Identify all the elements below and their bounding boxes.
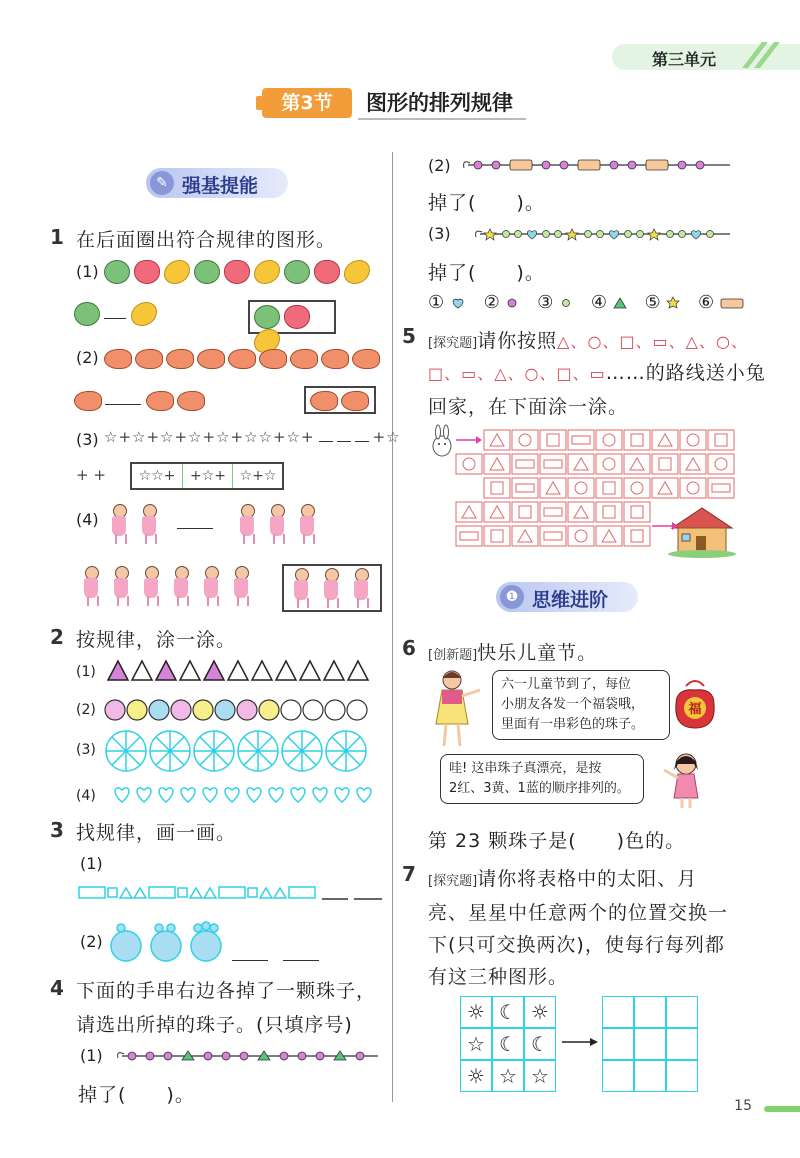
q4-3-bracelet — [474, 226, 734, 242]
girl-speech-bubble — [440, 754, 644, 804]
q1-2-tail — [74, 390, 208, 411]
grid-cell-sun: ☼ — [524, 996, 556, 1028]
q4-number: 4 — [50, 976, 64, 1000]
maze-shape — [575, 482, 587, 494]
lucky-bag-char: 福 — [688, 702, 702, 717]
bubble2-line-1: 哇! 这串珠子真漂亮，是按 — [449, 761, 602, 776]
triangle-bead-icon — [613, 296, 627, 310]
answer-cell[interactable] — [634, 996, 666, 1028]
q7-text-4: 有这三种图形。 — [428, 966, 569, 988]
q4-options — [428, 292, 744, 313]
q4-text-2: 请选出所掉的珠子。(只填序号) — [76, 1014, 353, 1036]
maze-shape — [712, 484, 730, 492]
option-6[interactable]: ⑥ — [698, 292, 715, 313]
q5-text-3: 回家，在下面涂一涂。 — [428, 396, 629, 418]
maze-cell[interactable] — [624, 502, 650, 522]
title-number: 第3节 — [262, 88, 352, 118]
strawberry-icon — [134, 260, 160, 284]
maze-shape — [491, 530, 503, 542]
q6-tag: [创新题] — [428, 648, 478, 663]
answer-cell[interactable] — [666, 1060, 698, 1092]
star-bead-icon — [666, 296, 680, 310]
answer-cell[interactable] — [602, 996, 634, 1028]
maze-shape — [603, 506, 615, 518]
q1-3-option-b[interactable]: +☆+ — [182, 464, 233, 488]
maze-cell[interactable] — [484, 478, 510, 498]
fish-icon — [352, 349, 380, 369]
lost-end: )。 — [516, 192, 545, 214]
mango-icon — [164, 260, 190, 284]
option-4[interactable]: ④ — [590, 292, 607, 313]
q3-number: 3 — [50, 818, 64, 842]
strawberry-icon — [314, 260, 340, 284]
answer-cell[interactable] — [602, 1060, 634, 1092]
answer-cell[interactable] — [634, 1060, 666, 1092]
maze-cell[interactable] — [596, 526, 622, 546]
fish-icon — [228, 349, 256, 369]
watermelon-icon — [104, 260, 130, 284]
q7-text-2: 亮、星星中任意两个的位置交换一 — [428, 902, 729, 924]
q2-4-hearts[interactable] — [112, 784, 384, 806]
maze-cell[interactable] — [596, 454, 622, 474]
q2-4-label: (4) — [76, 788, 96, 804]
lucky-bag — [668, 676, 722, 730]
q7-answer-grid[interactable] — [602, 996, 698, 1092]
q3-2-label: (2) — [80, 932, 103, 951]
q6-title — [428, 638, 597, 665]
q1-4-option-box[interactable] — [282, 564, 382, 612]
q1-1-sequence — [104, 260, 374, 284]
maze-cell[interactable] — [512, 526, 538, 546]
maze-shape — [631, 482, 643, 494]
maze-shape — [603, 482, 615, 494]
bubble1-line-3: 里面有一串彩色的珠子。 — [501, 717, 645, 732]
maze-cell[interactable] — [568, 502, 594, 522]
q1-3-prefix: + + — [76, 466, 106, 484]
strawberry-icon — [224, 260, 250, 284]
maze-cell[interactable] — [484, 430, 510, 450]
maze-cell[interactable] — [652, 430, 678, 450]
dancer-icon — [138, 504, 160, 544]
q5-maze[interactable] — [426, 424, 736, 560]
maze-shape — [519, 434, 531, 446]
dancer-icon — [230, 566, 252, 606]
maze-shape — [516, 460, 534, 468]
answer-blank[interactable] — [232, 960, 268, 961]
mango-icon — [344, 260, 370, 284]
q4-1-bracelet — [116, 1048, 380, 1064]
fish-icon — [146, 391, 174, 411]
fish-icon — [310, 391, 338, 411]
bubble1-line-2: 小朋友各发一个福袋哦， — [501, 697, 645, 712]
q7-line-1 — [428, 864, 697, 891]
maze-shape — [658, 434, 672, 446]
q1-3-label: (3) — [76, 430, 99, 449]
dancer-icon — [80, 566, 102, 606]
bubble2-line-2: 2红、3黄、1蓝的顺序排列的。 — [449, 781, 630, 796]
q7-text-1: 请你将表格中的太阳、月 — [477, 868, 698, 890]
teacher-speech-bubble — [492, 670, 670, 740]
maze-cell[interactable] — [540, 478, 566, 498]
q1-4-label: (4) — [76, 510, 99, 529]
fish-icon — [104, 349, 132, 369]
watermelon-icon — [254, 305, 280, 329]
maze-shape — [572, 436, 590, 444]
answer-blank[interactable] — [355, 441, 369, 442]
answer-blank[interactable] — [105, 404, 141, 405]
maze-shape — [463, 458, 475, 470]
answer-blank[interactable] — [319, 441, 333, 442]
maze-shape — [575, 530, 587, 542]
dancer-icon — [170, 566, 192, 606]
maze-shape — [631, 530, 643, 542]
q2-3-label: (3) — [76, 742, 96, 758]
answer-cell[interactable] — [634, 1028, 666, 1060]
fish-icon — [341, 391, 369, 411]
q1-1-option-box[interactable] — [248, 300, 336, 334]
rect-bead-icon — [720, 296, 744, 310]
q3-text: 找规律，画一画。 — [76, 822, 237, 844]
maze-shape — [630, 458, 644, 470]
maze-cell[interactable] — [456, 502, 482, 522]
q1-4-sequence-bottom — [80, 566, 260, 606]
q2-2-label: (2) — [76, 702, 96, 718]
lost-label: 掉了( — [428, 192, 477, 214]
maze-shape — [715, 458, 727, 470]
q1-1-label: (1) — [76, 262, 99, 281]
q2-2-circles[interactable] — [104, 697, 384, 723]
q1-3-option-a[interactable]: ☆☆+ — [138, 468, 176, 484]
maze-shape — [687, 434, 699, 446]
maze-cell[interactable] — [568, 454, 594, 474]
q4-2-label: (2) — [428, 156, 451, 175]
q7-tag: [探究题] — [428, 874, 478, 889]
grid-cell-star: ☆ — [460, 1028, 492, 1060]
house-icon — [668, 508, 736, 558]
q5-line-1 — [428, 326, 748, 353]
unit-label: 第三单元 — [652, 50, 717, 69]
fish-icon — [74, 391, 102, 411]
maze-shape — [603, 458, 615, 470]
pencil-icon: ✎ — [150, 171, 174, 195]
lost-end: )。 — [166, 1084, 195, 1106]
q6-answer: 第 23 颗珠子是( )色的。 — [428, 830, 686, 852]
grid-cell-moon: ☾ — [524, 1028, 556, 1060]
q2-1-label: (1) — [76, 664, 96, 680]
dancer-icon — [296, 504, 318, 544]
maze-shape — [490, 434, 504, 446]
q4-1-answer — [78, 1080, 195, 1107]
q1-2-sequence — [104, 348, 383, 369]
title-name: 图形的排列规律 — [358, 88, 526, 120]
maze-cell[interactable] — [624, 430, 650, 450]
q3-1-shapes[interactable] — [78, 884, 384, 902]
q4-1-label: (1) — [80, 1046, 103, 1065]
maze-cell[interactable] — [596, 502, 622, 522]
grid-cell-sun: ☼ — [460, 996, 492, 1028]
mango-icon — [131, 302, 157, 326]
answer-blank[interactable] — [177, 528, 213, 529]
girl-icon — [662, 750, 710, 810]
answer-blank[interactable] — [104, 318, 126, 319]
dancer-icon — [140, 566, 162, 606]
fish-icon — [166, 349, 194, 369]
q4-3-answer — [428, 258, 545, 285]
fish-icon — [135, 349, 163, 369]
maze-cell[interactable] — [708, 430, 734, 450]
answer-cell[interactable] — [666, 996, 698, 1028]
q1-3-options — [130, 462, 284, 490]
circle-bead-icon — [505, 296, 519, 310]
advanced-section-badge — [496, 582, 638, 612]
maze-cell[interactable] — [624, 454, 650, 474]
q2-text: 按规律，涂一涂。 — [76, 629, 237, 651]
column-divider — [392, 152, 393, 1102]
maze-cell[interactable] — [512, 502, 538, 522]
maze-cell[interactable] — [624, 526, 650, 546]
maze-shape — [544, 508, 562, 516]
mango-icon — [254, 260, 280, 284]
q1-2-option-box[interactable] — [304, 386, 376, 414]
q3-2-circles[interactable] — [108, 920, 228, 964]
maze-cell[interactable] — [680, 430, 706, 450]
maze-cell[interactable] — [624, 478, 650, 498]
q6-number: 6 — [402, 636, 416, 660]
fish-icon — [197, 349, 225, 369]
basic-section-label: 强基提能 — [182, 175, 259, 197]
answer-cell[interactable] — [666, 1028, 698, 1060]
maze-cell[interactable] — [568, 478, 594, 498]
grid-cell-star: ☆ — [492, 1060, 524, 1092]
maze-shape — [491, 482, 503, 494]
q7-text-3: 下(只可交换两次)，使每行每列都 — [428, 934, 725, 956]
q6-text: 快乐儿童节。 — [477, 642, 598, 664]
maze-shape — [574, 458, 588, 470]
maze-shape — [631, 506, 643, 518]
dancer-icon — [200, 566, 222, 606]
answer-cell[interactable] — [602, 1028, 634, 1060]
maze-shape — [490, 458, 504, 470]
maze-shape — [686, 458, 700, 470]
maze-cell[interactable] — [708, 454, 734, 474]
maze-cell[interactable] — [680, 454, 706, 474]
maze-shape — [547, 434, 559, 446]
maze-shape — [490, 506, 504, 518]
maze-cell[interactable] — [484, 502, 510, 522]
maze-cell[interactable] — [540, 430, 566, 450]
q5-line-2 — [428, 358, 766, 385]
grid-cell-moon: ☾ — [492, 996, 524, 1028]
maze-cell[interactable] — [596, 478, 622, 498]
maze-shape — [687, 482, 699, 494]
fish-icon — [321, 349, 349, 369]
dancer-icon — [350, 568, 372, 608]
option-1[interactable]: ① — [428, 292, 445, 313]
maze-shape — [518, 530, 532, 542]
grid-cell-moon: ☾ — [492, 1028, 524, 1060]
strawberry-icon — [284, 305, 310, 329]
maze-cell[interactable] — [652, 478, 678, 498]
dancer-icon — [320, 568, 342, 608]
fish-icon — [177, 391, 205, 411]
maze-cell[interactable] — [484, 454, 510, 474]
page-number: 15 — [734, 1098, 752, 1114]
q2-1-triangles[interactable] — [106, 658, 382, 684]
q7-source-grid — [460, 996, 556, 1092]
maze-shape — [544, 532, 562, 540]
q3-2-blanks — [232, 946, 319, 965]
q4-3-label: (3) — [428, 224, 451, 243]
lost-end: )。 — [516, 262, 545, 284]
q4-text-1: 下面的手串右边各掉了一颗珠子， — [76, 980, 377, 1002]
answer-blank[interactable] — [337, 441, 351, 442]
teacher-icon — [428, 668, 488, 750]
q5-text-1a: 请你按照 — [477, 330, 558, 352]
q1-2-label: (2) — [76, 348, 99, 367]
q5-seq-2: □、▭、△、○、□、▭ — [428, 364, 606, 383]
rabbit-icon — [433, 425, 451, 456]
stripes-decoration — [740, 40, 784, 70]
watermelon-icon — [74, 302, 100, 326]
q1-number: 1 — [50, 225, 64, 249]
advanced-section-label: 思维进阶 — [532, 589, 609, 611]
unit-tab — [612, 40, 800, 74]
q7-number: 7 — [402, 862, 416, 886]
maze-shape — [462, 506, 476, 518]
fish-icon — [259, 349, 287, 369]
q1-3-sequence — [104, 428, 401, 446]
q1-3-option-c[interactable]: ☆+☆ — [232, 464, 283, 488]
q1-4-sequence-top — [108, 504, 326, 544]
maze-shape — [658, 482, 672, 494]
maze-shape — [602, 530, 616, 542]
stars-sequence: ☆+☆+☆+☆+☆+☆☆+☆+ — [104, 428, 315, 446]
maze-shape — [574, 506, 588, 518]
maze-shape — [659, 458, 671, 470]
option-2[interactable]: ② — [483, 292, 500, 313]
q1-1-tail — [74, 302, 161, 326]
q1-text: 在后面圈出符合规律的图形。 — [76, 229, 337, 251]
maze-cell[interactable] — [596, 430, 622, 450]
maze-shape — [544, 460, 562, 468]
medal-icon: ❶ — [500, 585, 524, 609]
q5-text-2b: ……的路线送小兔 — [605, 362, 766, 384]
page-accent-line — [764, 1106, 800, 1112]
maze-cell[interactable] — [456, 454, 482, 474]
q5-seq-1: △、○、□、▭、△、○、 — [557, 332, 748, 351]
small-circle-bead-icon — [559, 296, 573, 310]
grid-cell-star: ☆ — [524, 1060, 556, 1092]
dancer-icon — [110, 566, 132, 606]
q3-1-label: (1) — [80, 854, 103, 873]
arrow-right-icon — [562, 1036, 598, 1048]
maze-shape — [631, 434, 643, 446]
dancer-icon — [108, 504, 130, 544]
answer-blank[interactable] — [283, 960, 319, 961]
q2-number: 2 — [50, 625, 64, 649]
maze-shape — [546, 482, 560, 494]
option-5[interactable]: ⑤ — [644, 292, 661, 313]
lost-label: 掉了( — [428, 262, 477, 284]
q2-3-wheels[interactable] — [104, 728, 384, 774]
maze-cell[interactable] — [512, 430, 538, 450]
grid-cell-sun: ☼ — [460, 1060, 492, 1092]
q5-tag: [探究题] — [428, 336, 478, 351]
q4-2-bracelet — [462, 156, 732, 174]
dancer-icon — [236, 504, 258, 544]
maze-cell[interactable] — [680, 478, 706, 498]
heart-bead-icon — [450, 296, 466, 310]
option-3[interactable]: ③ — [537, 292, 554, 313]
q5-number: 5 — [402, 324, 416, 348]
basic-section-badge — [146, 168, 288, 198]
dancer-icon — [290, 568, 312, 608]
maze-shape — [460, 532, 478, 540]
maze-cell[interactable] — [568, 526, 594, 546]
fish-icon — [290, 349, 318, 369]
maze-cell[interactable] — [484, 526, 510, 546]
bubble1-line-1: 六一儿童节到了，每位 — [501, 677, 632, 692]
watermelon-icon — [284, 260, 310, 284]
stars-tail: +☆ — [372, 428, 401, 446]
maze-shape — [603, 434, 615, 446]
maze-shape — [519, 506, 531, 518]
maze-shape — [516, 484, 534, 492]
maze-cell[interactable] — [652, 454, 678, 474]
watermelon-icon — [194, 260, 220, 284]
dancer-icon — [266, 504, 288, 544]
q4-2-answer — [428, 188, 545, 215]
lost-label: 掉了( — [78, 1084, 127, 1106]
maze-shape — [715, 434, 727, 446]
